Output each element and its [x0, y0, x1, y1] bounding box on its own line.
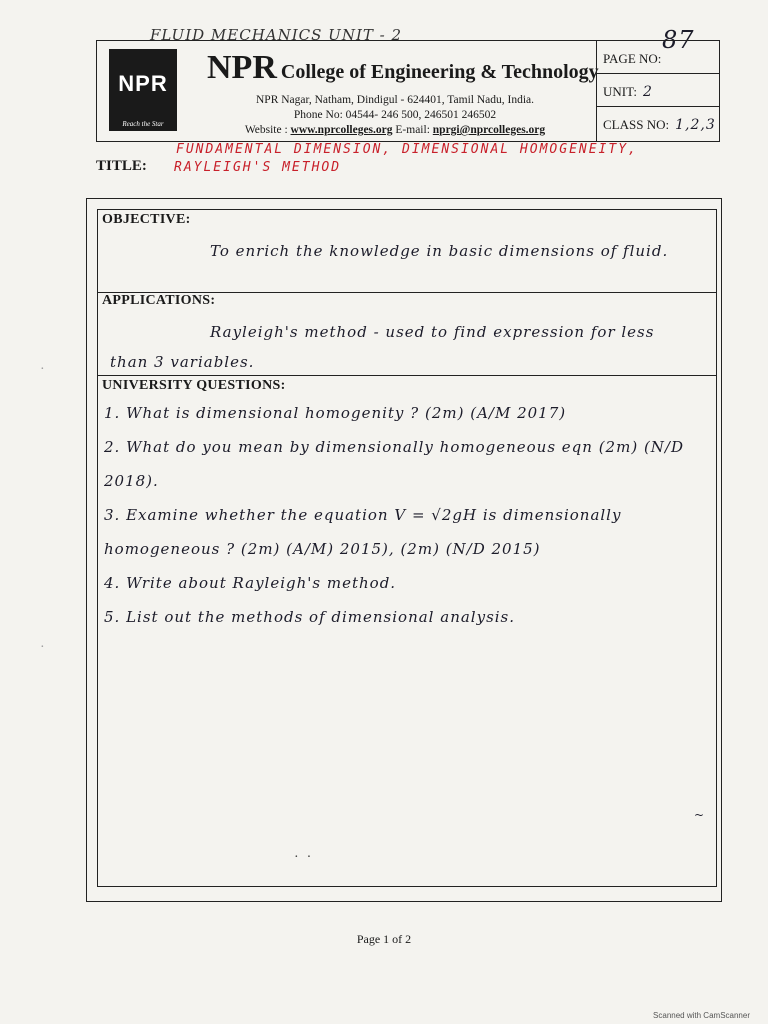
logo-text: NPR	[118, 71, 168, 96]
email-label: E-mail:	[392, 124, 433, 136]
page-footer: Page 1 of 2	[356, 932, 412, 946]
margin-mark: ·	[40, 640, 45, 655]
title-line-1: FUNDAMENTAL DIMENSION, DIMENSIONAL HOMOGENEITY,	[176, 142, 638, 157]
applications-label: APPLICATIONS:	[102, 293, 216, 308]
page-no-row	[597, 41, 719, 74]
question-list	[104, 396, 708, 634]
applications-text: Rayleigh's method - used to find expression for less than 3 variables.	[110, 323, 655, 371]
margin-mark: ·	[40, 362, 45, 377]
email-link[interactable]: nprgi@nprcolleges.org	[432, 124, 546, 136]
address-line: NPR Nagar, Natham, Dindigul - 624401, Tamil Nadu, India.	[256, 94, 534, 106]
title-line-2: RAYLEIGH'S METHOD	[174, 160, 342, 175]
college-name-abbrev: NPR	[207, 49, 277, 86]
handwritten-subject-note: FLUID MECHANICS UNIT - 2	[150, 26, 403, 44]
question-item: 3. Examine whether the equation V = √2gH is dimensionally homogeneous ? (2m) (A/M) 2015), (2m) (N/D 2015)	[104, 506, 622, 558]
university-questions-label: UNIVERSITY QUESTIONS:	[102, 378, 286, 393]
unit-row	[597, 74, 719, 107]
page-meta-box	[596, 41, 719, 141]
class-no-label: CLASS NO:	[603, 117, 670, 132]
handwritten-page-number: 87	[662, 26, 695, 54]
page-no-label: PAGE NO:	[603, 51, 662, 66]
college-address	[193, 93, 597, 138]
website-link[interactable]: www.nprcolleges.org	[290, 124, 393, 136]
phone-line: Phone No: 04544- 246 500, 246501 246502	[293, 109, 497, 121]
university-questions-section	[97, 375, 717, 887]
question-item: 4. Write about Rayleigh's method.	[104, 574, 397, 592]
logo-tagline: Reach the Star	[122, 120, 164, 128]
college-name-full: College of Engineering & Technology	[280, 61, 599, 83]
applications-section	[97, 291, 717, 376]
scanner-watermark: Scanned with CamScanner	[653, 1011, 750, 1020]
unit-label: UNIT:	[603, 84, 638, 99]
question-item: 1. What is dimensional homogenity ? (2m) (A/M 2017)	[104, 404, 567, 422]
class-no-value: 1,2,3	[675, 117, 716, 133]
title-label: TITLE:	[96, 158, 147, 174]
objective-text: To enrich the knowledge in basic dimensions of fluid.	[210, 242, 669, 260]
objective-section	[97, 209, 717, 293]
stray-dots: ··	[294, 850, 320, 865]
college-logo	[109, 49, 177, 131]
web-line	[193, 123, 597, 138]
objective-label: OBJECTIVE:	[102, 212, 191, 227]
college-name	[207, 49, 599, 87]
college-header	[96, 40, 720, 142]
question-item: 2. What do you mean by dimensionally homogeneous eqn (2m) (N/D 2018).	[104, 438, 684, 490]
unit-value: 2	[643, 84, 653, 100]
scribble-mark: ~	[694, 808, 706, 822]
question-item: 5. List out the methods of dimensional analysis.	[104, 608, 516, 626]
lesson-form	[86, 198, 722, 902]
class-no-row	[597, 107, 719, 140]
website-label: Website :	[244, 124, 291, 136]
